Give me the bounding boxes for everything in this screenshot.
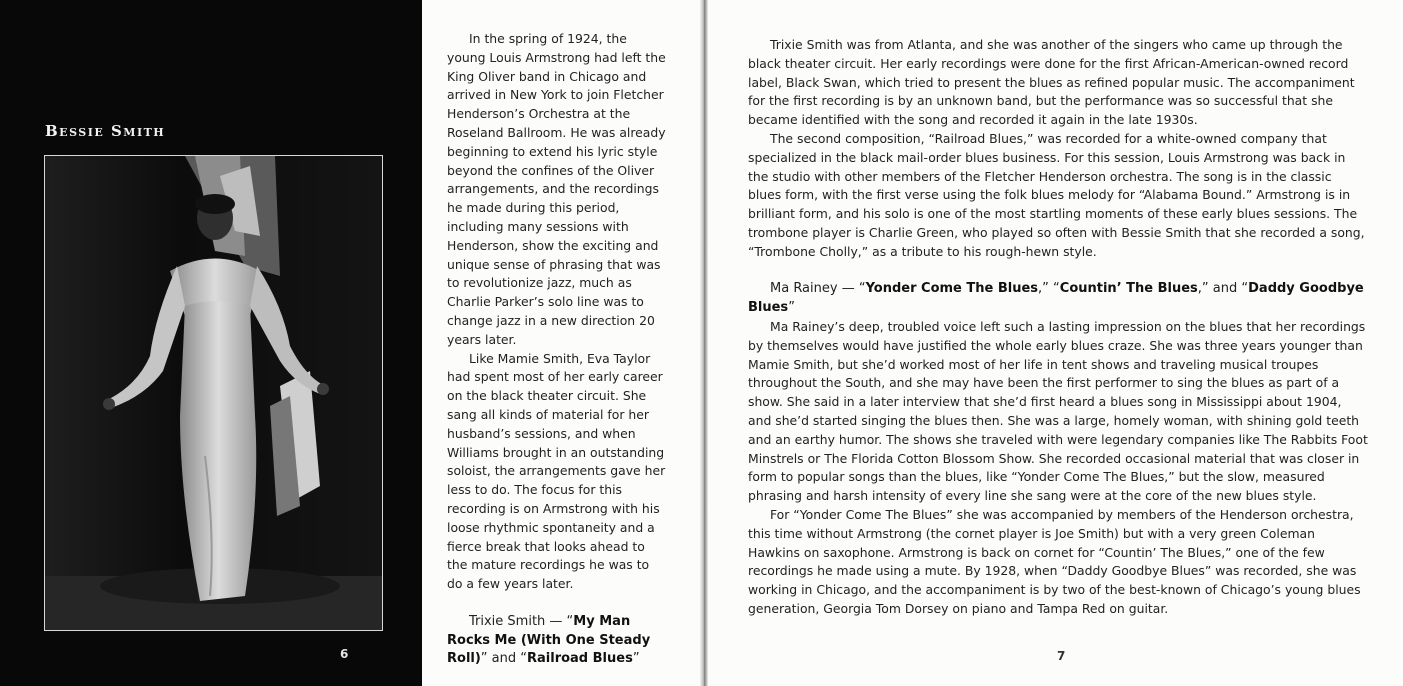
- ma-rainey-heading: Ma Rainey — “Yonder Come The Blues,” “Countin’ The Blues,” and “Daddy Goodbye Blues”: [748, 281, 1364, 316]
- page-number-6: 6: [340, 647, 349, 661]
- song-title-yonder-come-the-blues: Yonder Come The Blues: [865, 281, 1039, 297]
- middle-text-column: [447, 30, 667, 669]
- song-title-my-man-rocks-me: My Man Rocks Me (With One Steady Roll): [447, 613, 651, 667]
- right-text-column: [748, 36, 1368, 619]
- bessie-smith-photo: [44, 155, 383, 631]
- song-title-countin-the-blues: Countin’ The Blues: [1059, 281, 1198, 297]
- paragraph-trixie-smith: Trixie Smith was from Atlanta, and she was another of the singers who came up through the black theater circuit. Her early recordings were done for the first African-American-owned record label, Black Swan, which tried to present the blues as refined popular music. The accompaniment for the first recording is by an unknown band, but the performance was so successful that she became identified with the song and recorded it again in the late 1930s.: [748, 37, 1355, 128]
- song-title-daddy-goodbye-blues: Daddy Goodbye Blues: [748, 281, 1364, 316]
- photo-title: Bessie Smith: [45, 122, 166, 140]
- song-title-railroad-blues: Railroad Blues: [527, 651, 633, 667]
- paragraph-yonder-recording: For “Yonder Come The Blues” she was accompanied by members of the Henderson orchestra, this time without Armstrong (the cornet player is Joe Smith) but with a very green Coleman Hawkins on saxophone. Armstrong is back on cornet for “Countin’ The Blues,” one of the few recordings he made using a mute. By 1928, when “Daddy Goodbye Blues” was recorded, she was working in Chicago, and the accompaniment is by two of the best-known of Chicago’s young blues generation, Georgia Tom Dorsey on piano and Tampa Red on guitar.: [748, 506, 1361, 616]
- paragraph-railroad-blues: The second composition, “Railroad Blues,” was recorded for a white-owned company that specialized in the black mail-order blues business. For this session, Louis Armstrong was back in the studio with other members of the Fletcher Henderson orchestra. The song is in the classic blues form, with the first verse using the folk blues melody for “Alabama Bound.” Armstrong is in brilliant form, and his solo is one of the most startling moments of these early blues sessions. The trombone player is Charlie Green, who played so often with Bessie Smith that she recorded a song, “Trombone Cholly,” as a tribute to his rough-hewn style.: [748, 130, 1365, 259]
- paragraph-armstrong-1924: In the spring of 1924, the young Louis Armstrong had left the King Oliver band in Chicago and arrived in New York to join Fletcher Henderson’s Orchestra at the Roseland Ballroom. He was already beginning to extend his lyric style beyond the confines of the Oliver arrangements, and the recordings he made during this period, including many sessions with Henderson, show the exciting and unique sense of phrasing that was to revolutionize jazz, much as Charlie Parker’s solo line was to change jazz in a new direction 20 years later.: [447, 31, 666, 347]
- photo-illustration: [45, 156, 383, 631]
- book-spine: [700, 0, 708, 686]
- trixie-smith-heading: Trixie Smith — “My Man Rocks Me (With One Steady Roll)” and “Railroad Blues”: [447, 613, 651, 667]
- paragraph-eva-taylor: Like Mamie Smith, Eva Taylor had spent most of her early career on the black theater circuit. She sang all kinds of material for her husband’s sessions, and when Williams brought in an outstanding soloist, the arrangements gave her less to do. The focus for this recording is on Armstrong with his loose rhythmic spontaneity and a fierce break that looks ahead to the mature recordings he was to do a few years later.: [447, 350, 666, 592]
- paragraph-ma-rainey: Ma Rainey’s deep, troubled voice left such a lasting impression on the blues that her recordings by themselves would have justified the whole early blues craze. She was three years younger than Mamie Smith, but she’d worked most of her life in tent shows and traveling musical troupes throughout the South, and she may have been the first performer to sing the blues as part of a show. She said in a later interview that she’d first heard a blues song in Mississippi about 1904, and she’d started singing the blues then. She was a large, homely woman, with shining gold teeth and an earthy humor. The shows she traveled with were legendary companies like The Rabbits Foot Minstrels or The Florida Cotton Blossom Show. She recorded occasional material that was closer in form to popular songs than the blues, like “Yonder Come The Blues,” but the slow, measured phrasing and harsh intensity of every line she sang were at the core of the new blues style.: [748, 318, 1368, 504]
- left-page-black-panel: [0, 0, 422, 686]
- page-number-7: 7: [1057, 649, 1066, 663]
